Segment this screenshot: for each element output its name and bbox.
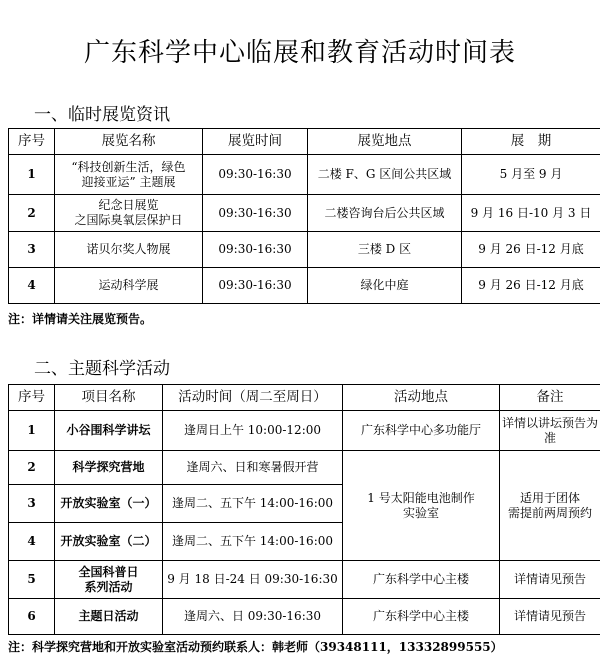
header-cell: 序号 bbox=[9, 385, 55, 411]
exhibition-name: 纪念日展览 之国际臭氧层保护日 bbox=[55, 195, 203, 232]
activity-time: 逢周二、五下午 14:00-16:00 bbox=[163, 485, 343, 523]
activity-remark: 详情请见预告 bbox=[500, 561, 600, 599]
row-number: 6 bbox=[9, 599, 55, 635]
header-cell: 序号 bbox=[9, 129, 55, 155]
header-cell: 展览时间 bbox=[203, 129, 308, 155]
table-row bbox=[9, 561, 600, 599]
table-row bbox=[9, 268, 600, 304]
exhibition-time: 09:30-16:30 bbox=[203, 155, 308, 195]
activity-name: 开放实验室（二） bbox=[55, 523, 163, 561]
row-number: 3 bbox=[9, 232, 55, 268]
table-row bbox=[9, 155, 600, 195]
exhibition-place: 二楼 F、G 区间公共区域 bbox=[308, 155, 462, 195]
activity-time: 9 月 18 日-24 日 09:30-16:30 bbox=[163, 561, 343, 599]
row-number: 1 bbox=[9, 155, 55, 195]
activity-name: 全国科普日 系列活动 bbox=[55, 561, 163, 599]
exhibition-period: 9 月 26 日-12 月底 bbox=[462, 268, 600, 304]
activity-time: 逢周六、日和寒暑假开营 bbox=[163, 451, 343, 485]
header-cell: 活动地点 bbox=[343, 385, 500, 411]
header-cell: 项目名称 bbox=[55, 385, 163, 411]
header-cell: 备注 bbox=[500, 385, 600, 411]
header-cell: 展 期 bbox=[462, 129, 600, 155]
row-number: 5 bbox=[9, 561, 55, 599]
row-number: 1 bbox=[9, 411, 55, 451]
table-row bbox=[9, 411, 600, 451]
activity-remark: 适用于团体 需提前两周预约 bbox=[500, 451, 600, 561]
activity-name: 开放实验室（一） bbox=[55, 485, 163, 523]
exhibition-place: 二楼咨询台后公共区域 bbox=[308, 195, 462, 232]
row-number: 2 bbox=[9, 195, 55, 232]
exhibition-period: 9 月 26 日-12 月底 bbox=[462, 232, 600, 268]
page-title: 广东科学中心临展和教育活动时间表 bbox=[83, 38, 516, 68]
activity-time: 逢周六、日 09:30-16:30 bbox=[163, 599, 343, 635]
table-row bbox=[9, 195, 600, 232]
activity-place: 广东科学中心多功能厅 bbox=[343, 411, 500, 451]
exhibition-place: 三楼 D 区 bbox=[308, 232, 462, 268]
row-number: 4 bbox=[9, 523, 55, 561]
activity-place: 广东科学中心主楼 bbox=[343, 561, 500, 599]
exhibition-table bbox=[8, 128, 600, 304]
header-cell: 活动时间（周二至周日） bbox=[163, 385, 343, 411]
section-2-heading: 二、主题科学活动 bbox=[34, 359, 170, 379]
exhibition-time: 09:30-16:30 bbox=[203, 232, 308, 268]
exhibition-time: 09:30-16:30 bbox=[203, 195, 308, 232]
exhibition-place: 绿化中庭 bbox=[308, 268, 462, 304]
section-1-heading: 一、临时展览资讯 bbox=[34, 105, 170, 125]
row-number: 2 bbox=[9, 451, 55, 485]
exhibition-note: 注：详情请关注展览预告。 bbox=[8, 312, 153, 326]
exhibition-period: 9 月 16 日-10 月 3 日 bbox=[462, 195, 600, 232]
row-number: 3 bbox=[9, 485, 55, 523]
row-number: 4 bbox=[9, 268, 55, 304]
activity-remark: 详情请见预告 bbox=[500, 599, 600, 635]
activity-place: 广东科学中心主楼 bbox=[343, 599, 500, 635]
exhibition-name: 运动科学展 bbox=[55, 268, 203, 304]
table-row bbox=[9, 451, 600, 485]
table-row bbox=[9, 599, 600, 635]
header-cell: 展览名称 bbox=[55, 129, 203, 155]
table-header-row bbox=[9, 385, 600, 411]
activity-name: 小谷围科学讲坛 bbox=[55, 411, 163, 451]
table-row bbox=[9, 232, 600, 268]
exhibition-name: “科技创新生活，绿色 迎接亚运” 主题展 bbox=[55, 155, 203, 195]
activity-name: 主题日活动 bbox=[55, 599, 163, 635]
exhibition-period: 5 月至 9 月 bbox=[462, 155, 600, 195]
activity-time: 逢周日上午 10:00-12:00 bbox=[163, 411, 343, 451]
table-header-row bbox=[9, 129, 600, 155]
header-cell: 展览地点 bbox=[308, 129, 462, 155]
activity-note: 注：科学探究营地和开放实验室活动预约联系人：韩老师（39348111，13332899555） bbox=[8, 640, 503, 654]
exhibition-name: 诺贝尔奖人物展 bbox=[55, 232, 203, 268]
activity-name: 科学探究营地 bbox=[55, 451, 163, 485]
exhibition-time: 09:30-16:30 bbox=[203, 268, 308, 304]
activity-time: 逢周二、五下午 14:00-16:00 bbox=[163, 523, 343, 561]
activity-remark: 详情以讲坛预告为准 bbox=[500, 411, 600, 451]
activity-place: 1 号太阳能电池制作 实验室 bbox=[343, 451, 500, 561]
activity-table bbox=[8, 384, 600, 635]
